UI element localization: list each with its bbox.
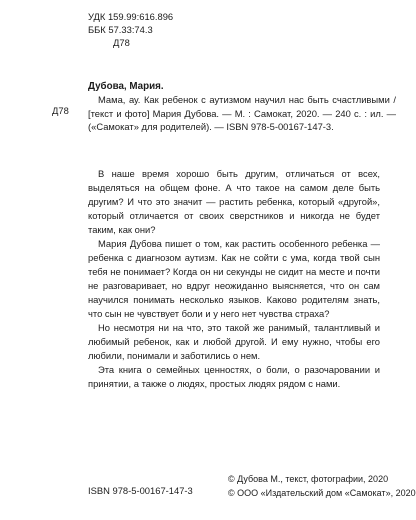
annotation-paragraph: Но несмотря ни на что, это такой же ранимый, талантливый и любимый ребенок, как и любой другой. И ему нужно, чтобы его любили, понимали и заботились о нем. — [88, 322, 380, 361]
author-heading: Дубова, Мария. — [88, 81, 164, 92]
bibliographic-description: Мама, ау. Как ребенок с аутизмом научил нас быть счастливыми / [текст и фото] Мария Дубова. — М. : Самокат, 2020. — 240 с. : ил. — («Самокат» для родителей). — ISBN 978-5-00167-147-3. — [88, 94, 396, 132]
classification-block — [88, 10, 173, 49]
copyright-notices — [228, 472, 416, 500]
isbn: ISBN 978-5-00167-147-3 — [88, 485, 193, 496]
annotation-paragraph: Эта книга о семейных ценностях, о боли, о разочаровании и принятии, а также о людях, простых людях рядом с нами. — [88, 364, 380, 389]
copyright-publisher: © ООО «Издательский дом «Самокат», 2020 — [228, 488, 416, 498]
side-author-mark: Д78 — [52, 105, 69, 116]
copyright-author: © Дубова М., текст, фотографии, 2020 — [228, 474, 389, 484]
bbk-code: ББК 57.33:74.3 — [88, 24, 153, 35]
annotation — [88, 167, 380, 391]
bibliographic-record — [88, 80, 396, 134]
annotation-paragraph: В наше время хорошо быть другим, отличаться от всех, выделяться на общем фоне. А что такое на самом деле быть другим? И что это значит — растить ребенка, который «другой», который отличается от своих сверстников и никогда не будет таким, как они? — [88, 168, 380, 235]
author-mark: Д78 — [113, 37, 130, 48]
annotation-paragraph: Мария Дубова пишет о том, как растить особенного ребенка — ребенка с диагнозом аутизм. Как не сойти с ума, когда твой сын тебя не понимает? Когда он ни секунды не сидит на месте и почти не разговаривает, но вдруг неожиданно выясняется, что он сам научился понимать несколько языков. Каково родителям знать, что сын не чувствует боли и у него нет чувства страха? — [88, 238, 380, 319]
udk-code: УДК 159.99:616.896 — [88, 11, 174, 22]
